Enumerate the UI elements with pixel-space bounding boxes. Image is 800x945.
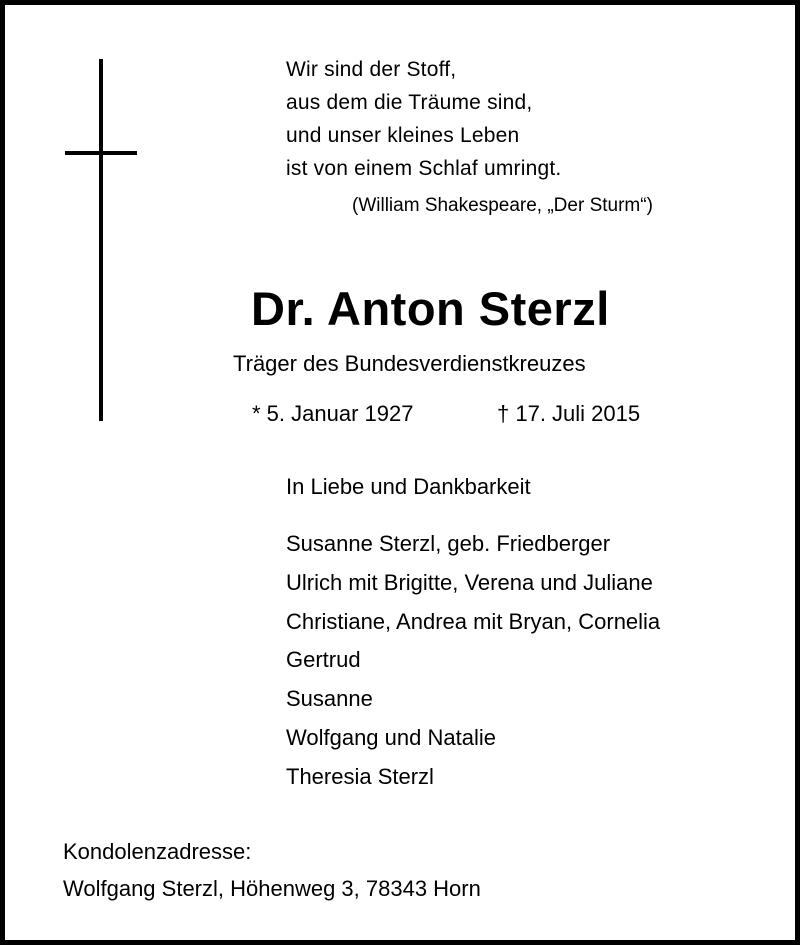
- shakespeare-quote: [286, 53, 561, 185]
- birth-date: * 5. Januar 1927: [252, 401, 414, 426]
- deceased-name: Dr. Anton Sterzl: [251, 282, 610, 335]
- dedication-text: In Liebe und Dankbarkeit: [286, 474, 531, 499]
- mourner-item: Theresia Sterzl: [286, 763, 434, 789]
- condolence-address: Wolfgang Sterzl, Höhenweg 3, 78343 Horn: [63, 876, 481, 901]
- death-date: † 17. Juli 2015: [497, 401, 641, 426]
- mourner-item: Susanne Sterzl, geb. Friedberger: [286, 531, 611, 556]
- quote-line: aus dem die Träume sind,: [286, 91, 533, 114]
- quote-line: ist von einem Schlaf umringt.: [286, 157, 562, 180]
- deceased-honor: Träger des Bundesverdienstkreuzes: [233, 351, 586, 376]
- cross-icon-horizontal-bar: [65, 151, 137, 155]
- mourner-item: Christiane, Andrea mit Bryan, Cornelia: [286, 608, 661, 634]
- mourner-item: Gertrud: [286, 647, 361, 673]
- cross-icon-vertical-bar: [99, 59, 103, 421]
- mourners-list: [286, 525, 660, 797]
- quote-line: und unser kleines Leben: [286, 124, 520, 147]
- mourner-item: Ulrich mit Brigitte, Verena und Juliane: [286, 569, 653, 595]
- condolence-label: Kondolenzadresse:: [63, 839, 252, 864]
- quote-line: Wir sind der Stoff,: [286, 58, 457, 81]
- quote-source: (William Shakespeare, „Der Sturm“): [352, 195, 653, 216]
- mourner-item: Wolfgang und Natalie: [286, 724, 496, 750]
- mourner-item: Susanne: [286, 686, 373, 712]
